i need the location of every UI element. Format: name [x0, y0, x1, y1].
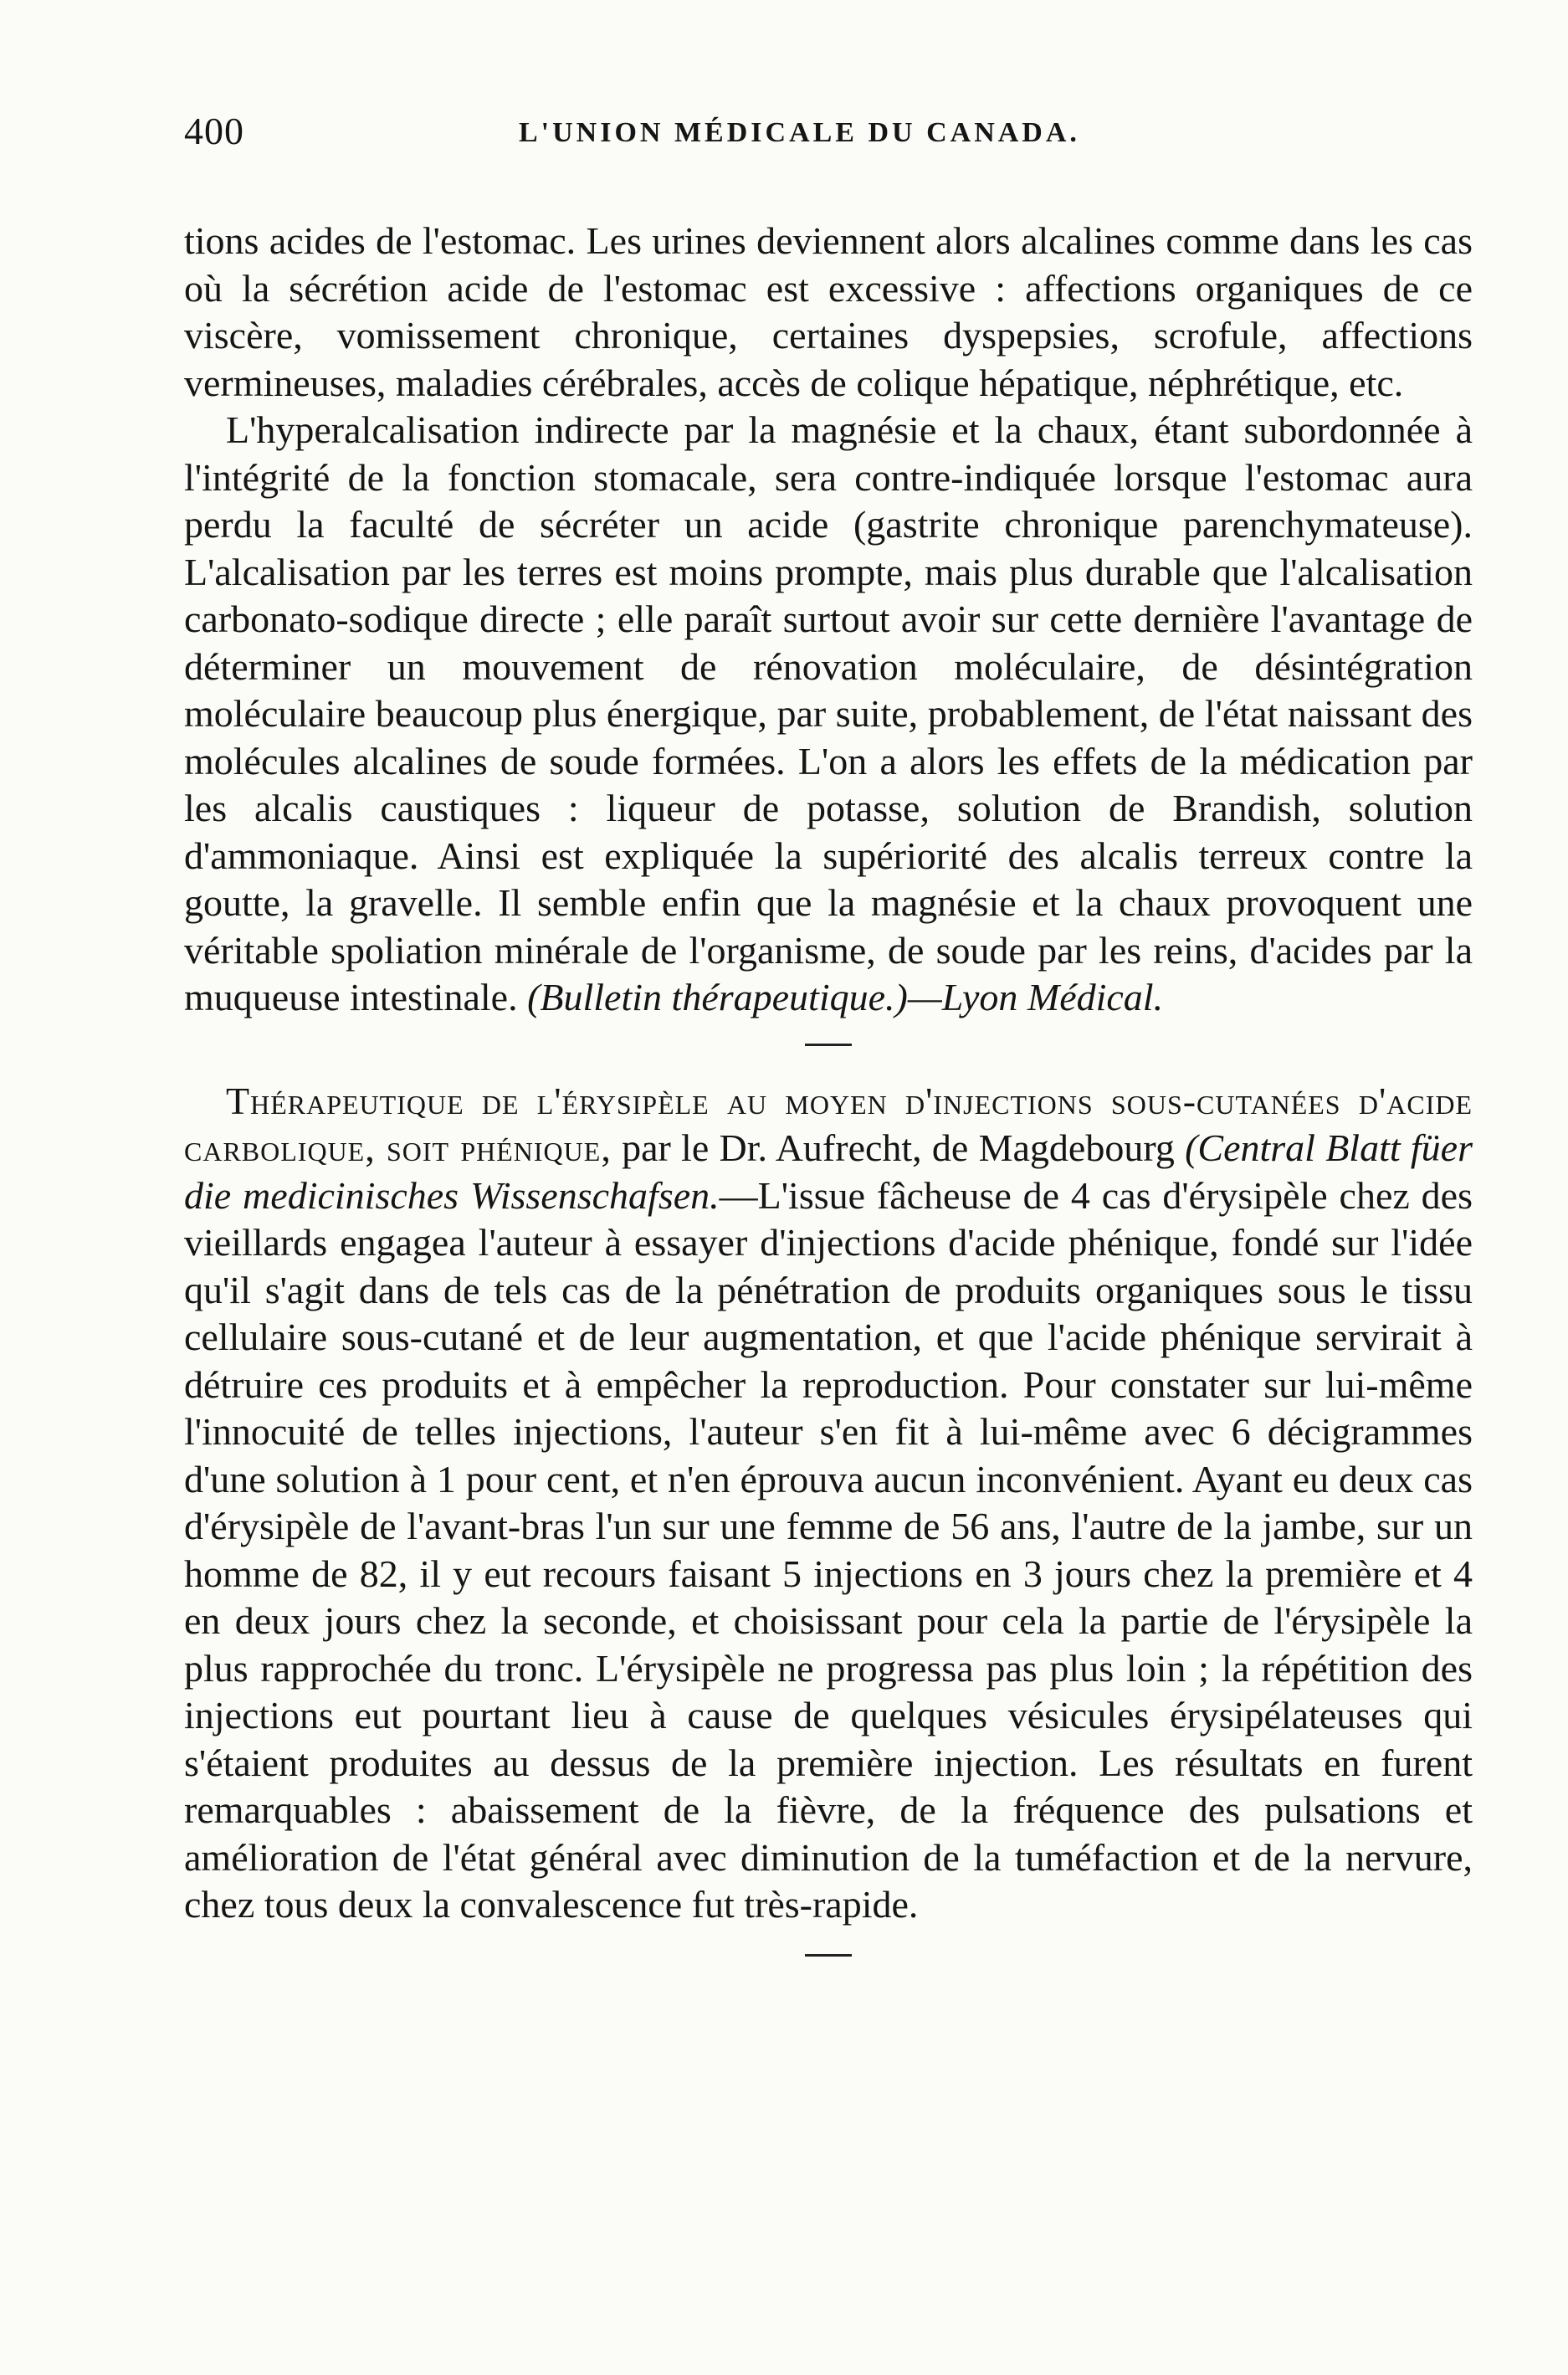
- article-source: (Central Blatt füer die medicinisches Wissenschafsen.: [184, 1126, 1473, 1217]
- article-text: —L'issue fâcheuse de 4 cas d'érysipèle chez des vieillards engagea l'auteur à essayer d'injections d'acide phénique, fondé sur l'idée qu'il s'agit dans de tels cas de la pénétration de produits organiques sous le tissu cellulaire sous-cutané et de leur augmentation, et que l'acide phénique servirait à détruire ces produits et à empêcher la reproduction. Pour constater sur lui-même l'innocuité de telles injections, l'auteur s'en fit à lui-même avec 6 décigrammes d'une solution à 1 pour cent, et n'en éprouva aucun inconvénient. Ayant eu deux cas d'érysipèle de l'avant-bras l'un sur une femme de 56 ans, l'autre de la jambe, sur un homme de 82, il y eut recours faisant 5 injections en 3 jours chez la première et 4 en deux jours chez la seconde, et choisissant pour cela la partie de l'érysipèle la plus rapprochée du tronc. L'érysipèle ne progressa pas plus loin ; la répétition des injections eut pourtant lieu à cause de quelques vésicules érysipélateuses qui s'étaient produites au dessus de la première injection. Les résultats en furent remarquables : abaissement de la fièvre, de la fréquence des pulsations et amélioration de l'état général avec diminution de la tuméfaction et de la nervure, chez tous deux la convalescence fut très-rapide.: [184, 1173, 1473, 1926]
- paragraph-text: L'hyperalcalisation indirecte par la magnésie et la chaux, étant subordonnée à l'intégrité de la fonction stomacale, sera contre-indiquée lorsque l'estomac aura perdu la faculté de sécréter un acide (gastrite chronique parenchymateuse). L'alcalisation par les terres est moins prompte, mais plus durable que l'alcalisation carbonato-sodique directe ; elle paraît surtout avoir sur cette dernière l'avantage de déterminer un mouvement de rénovation moléculaire, de désintégration moléculaire beaucoup plus énergique, par suite, probablement, de l'état naissant des molécules alcalines de soude formées. L'on a alors les effets de la médication par les alcalis caustiques : liqueur de potasse, solution de Brandish, solution d'ammoniaque. Ainsi est expliquée la supériorité des alcalis terreux contre la goutte, la gravelle. Il semble enfin que la magnésie et la chaux provoquent une véritable spoliation minérale de l'organisme, de soude par les reins, d'acides par la muqueuse intestinale.: [184, 408, 1473, 1018]
- journal-page: [184, 100, 1473, 1988]
- section-divider: [805, 1044, 852, 1046]
- article-title: Thérapeutique de l'érysipèle au moyen d'injections sous-cutanées d'acide carbolique, soit phénique,: [184, 1079, 1473, 1169]
- continued-paragraph: [184, 218, 1473, 407]
- running-head: [184, 100, 1473, 167]
- text-line: affections organiques de ce viscère, vomissement chronique, certaines: [184, 266, 1473, 357]
- article-author: par le Dr. Aufrecht, de Magdebourg: [622, 1126, 1175, 1169]
- alcalisation-paragraph: [184, 407, 1473, 1022]
- end-divider: [805, 1954, 852, 1957]
- journal-title: L'UNION MÉDICALE DU CANADA.: [519, 117, 1080, 148]
- article-body: [184, 218, 1473, 1957]
- text-line: comme dans les cas où la sécrétion acide de l'estomac est excessive :: [184, 219, 1473, 310]
- page-number: 400: [184, 110, 244, 152]
- source-citation: (Bulletin thérapeutique.)—Lyon Médical.: [527, 976, 1164, 1018]
- text-line: dyspepsies, scrofule, affections vermineuses, maladies cérébrales,: [184, 314, 1473, 404]
- text-line: accès de colique hépatique, néphrétique, etc.: [717, 361, 1404, 404]
- text-line: tions acides de l'estomac. Les urines deviennent alors alcalines: [184, 219, 1156, 262]
- erysipele-article: [184, 1078, 1473, 1929]
